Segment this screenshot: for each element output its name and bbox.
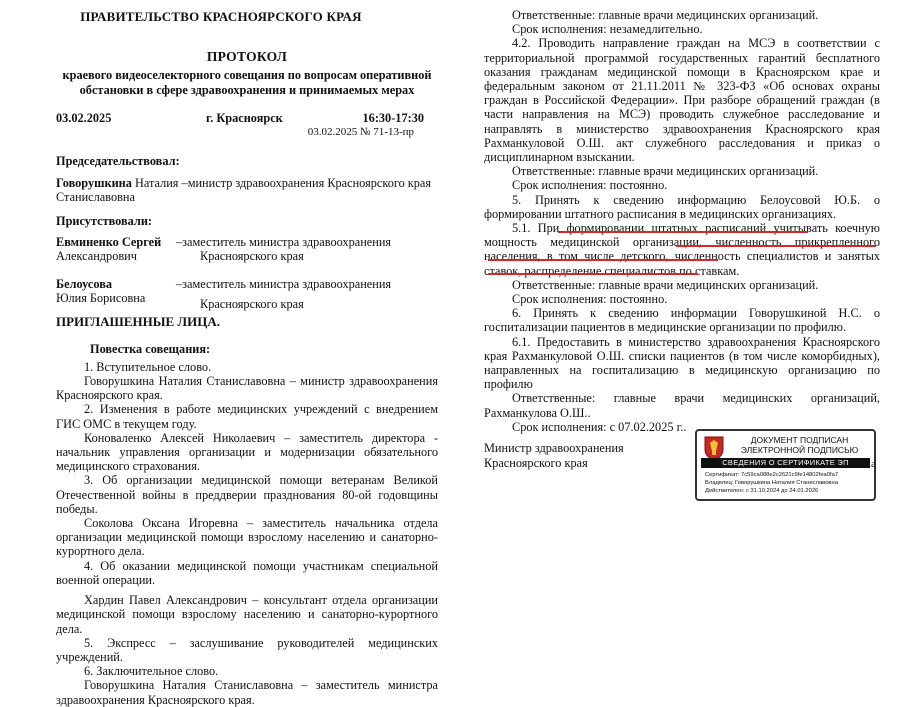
item-5: 5. Принять к сведению информацию Белоусовой Ю.Б. о формировании штатного расписания в медицинских организациях. [484,192,880,221]
stamp-certificate: Сертификат: 7c59ca088e2c2621c9fe14802fea0fa7 [705,472,839,478]
person-1-role-2: Красноярского края [200,248,304,263]
signature-surname-fragment: а [871,458,876,470]
electronic-signature-stamp [695,429,876,501]
chair-role: Наталия –министр здравоохранения Красноярского края [134,176,432,191]
item-4-2: 4.2. Проводить направление граждан на МСЭ в соответствии с территориальной программой государственных гарантий бесплатного оказания гражданам медицинской помощи в Красноярском крае и федеральным законом от 21.11.2011 № 323-ФЗ «Об основах охраны граждан в Российской Федерации». При разборе обращений граждан (в части направления на МСЭ) проводить служебное расследование и направлять в министерство здравоохранения Красноярского края Рахманкуловой О.Ш. акт служебного расследования и приказ о дисциплинарном взыскании. [484,36,880,165]
deadline-2: Срок исполнения: постоянно. [512,178,668,193]
agenda-item-1-speaker: Говорушкина Наталия Станиславовна – министр здравоохранения Красноярского края. [56,374,438,403]
date-row [56,111,438,126]
signature-block [484,441,624,471]
red-underline-1 [558,231,808,233]
signature-line-1: Министр здравоохранения [484,441,624,455]
red-underline-2 [676,245,876,247]
present-person-2 [56,277,438,312]
stamp-owner: Владелец: Говорушкина Наталия Станиславовна [705,480,838,486]
stamp-certificate-bar: СВЕДЕНИЯ О СЕРТИФИКАТЕ ЭП [701,458,870,468]
stamp-validity: Действителен: с 31.10.2024 до 24.01.2026 [705,488,819,494]
chair-name: Говорушкина [56,176,132,191]
agenda-item-6-speaker: Говорушкина Наталия Станиславовна – заместитель министра здравоохранения Красноярского края. [56,678,438,707]
document-number: 03.02.2025 № 71-13-пр [307,125,414,138]
invited-heading: ПРИГЛАШЕННЫЕ ЛИЦА. [56,314,220,330]
deadline-1: Срок исполнения: незамедлительно. [512,22,703,37]
meeting-time: 16:30-17:30 [362,110,424,125]
responsible-3: Ответственные: главные врачи медицинских организаций. [512,277,819,292]
left-column [56,8,438,707]
stamp-meta [705,471,872,495]
agenda-item-3-speaker: Соколова Оксана Игоревна – заместитель начальника отдела организации медицинской помощи взрослому населению и санаторно-курортного дела. [56,516,438,559]
subtitle-line-2: обстановки в сфере здравоохранения и принимаемых мерах [79,82,415,97]
person-2-name: Белоусова [56,277,113,292]
meeting-date: 03.02.2025 [56,110,112,125]
present-heading: Присутствовали: [56,214,152,229]
agenda-heading: Повестка совещания: [90,341,211,356]
red-underline-3 [488,259,718,261]
agenda-item-1: 1. Вступительное слово. [84,359,212,374]
protocol-title: ПРОТОКОЛ [206,49,288,65]
agenda-item-6: 6. Заключительное слово. [84,664,219,679]
stamp-title [727,435,872,455]
present-person-1 [56,235,438,263]
responsible-4: Ответственные: главные врачи медицинских организаций, Рахманкулова О.Ш.. [484,391,880,420]
deadline-3: Срок исполнения: постоянно. [512,292,668,307]
agenda-item-4-speaker: Хардин Павел Александрович – консультант отдела организации медицинской помощи взрослому населению и санаторно-курортного дела. [56,593,438,636]
person-2-role-2: Красноярского края [200,297,304,312]
agenda-item-2-speaker: Коноваленко Алексей Николаевич – заместитель директора - начальник управления организации и модернизации обязательного медицинского страхования. [56,430,438,474]
deadline-4: Срок исполнения: с 07.02.2025 г.. [512,419,687,434]
agenda-item-4: 4. Об оказании медицинской помощи участникам специальной военной операции. [56,558,438,587]
protocol-subtitle [56,68,438,96]
red-underline-4 [488,273,698,275]
agenda-item-5: 5. Экспресс – заслушивание руководителей медицинских учреждений. [56,635,438,664]
meeting-city: г. Красноярск [206,110,283,125]
chair-person [56,176,438,204]
signature-line-2: Красноярского края [484,456,588,470]
responsible-1: Ответственные: главные врачи медицинских организаций. [512,8,819,22]
chair-heading: Председательствовал: [56,153,180,168]
item-6-1: 6.1. Предоставить в министерство здравоохранения Красноярского края Рахманкуловой О.Ш. списки пациентов (в том числе коморбидных), направленных на госпитализацию в медицинскую организацию по профилю [484,334,880,392]
person-1-name: Евминенко Сергей [56,234,162,249]
item-5-1: 5.1. При формировании штатных расписаний учитывать коечную мощность медицинской организации, численность прикрепленного населения, в том числе детского, численность специалистов и занятых ставок, распределение специалистов по ставкам. [484,221,880,278]
agenda-item-3: 3. Об организации медицинской помощи ветеранам Великой Отечественной войны в преддверии празднования 80-ой годовщины победы. [56,473,438,516]
government-heading: ПРАВИТЕЛЬСТВО КРАСНОЯРСКОГО КРАЯ [80,9,362,24]
person-1-name-2: Александрович [56,248,137,263]
agenda-item-2: 2. Изменения в работе медицинских учреждений с внедрением ГИС ОМС в текущем году. [56,402,438,431]
person-1-role: –заместитель министра здравоохранения [176,234,392,249]
person-2-role: –заместитель министра здравоохранения [176,277,392,292]
stamp-line-2: ЭЛЕКТРОННОЙ ПОДПИСЬЮ [740,445,859,455]
right-column [484,8,880,434]
responsible-2: Ответственные: главные врачи медицинских организаций. [512,164,819,179]
stamp-line-1: ДОКУМЕНТ ПОДПИСАН [750,435,849,445]
person-2-name-2: Юлия Борисовна [56,291,146,306]
subtitle-line-1: краевого видеоселекторного совещания по вопросам оперативной [62,68,432,83]
chair-name-2: Станиславовна [56,190,135,205]
item-6: 6. Принять к сведению информации Говорушкиной Н.С. о госпитализации пациентов в медицинские организации по профилю. [484,306,880,335]
